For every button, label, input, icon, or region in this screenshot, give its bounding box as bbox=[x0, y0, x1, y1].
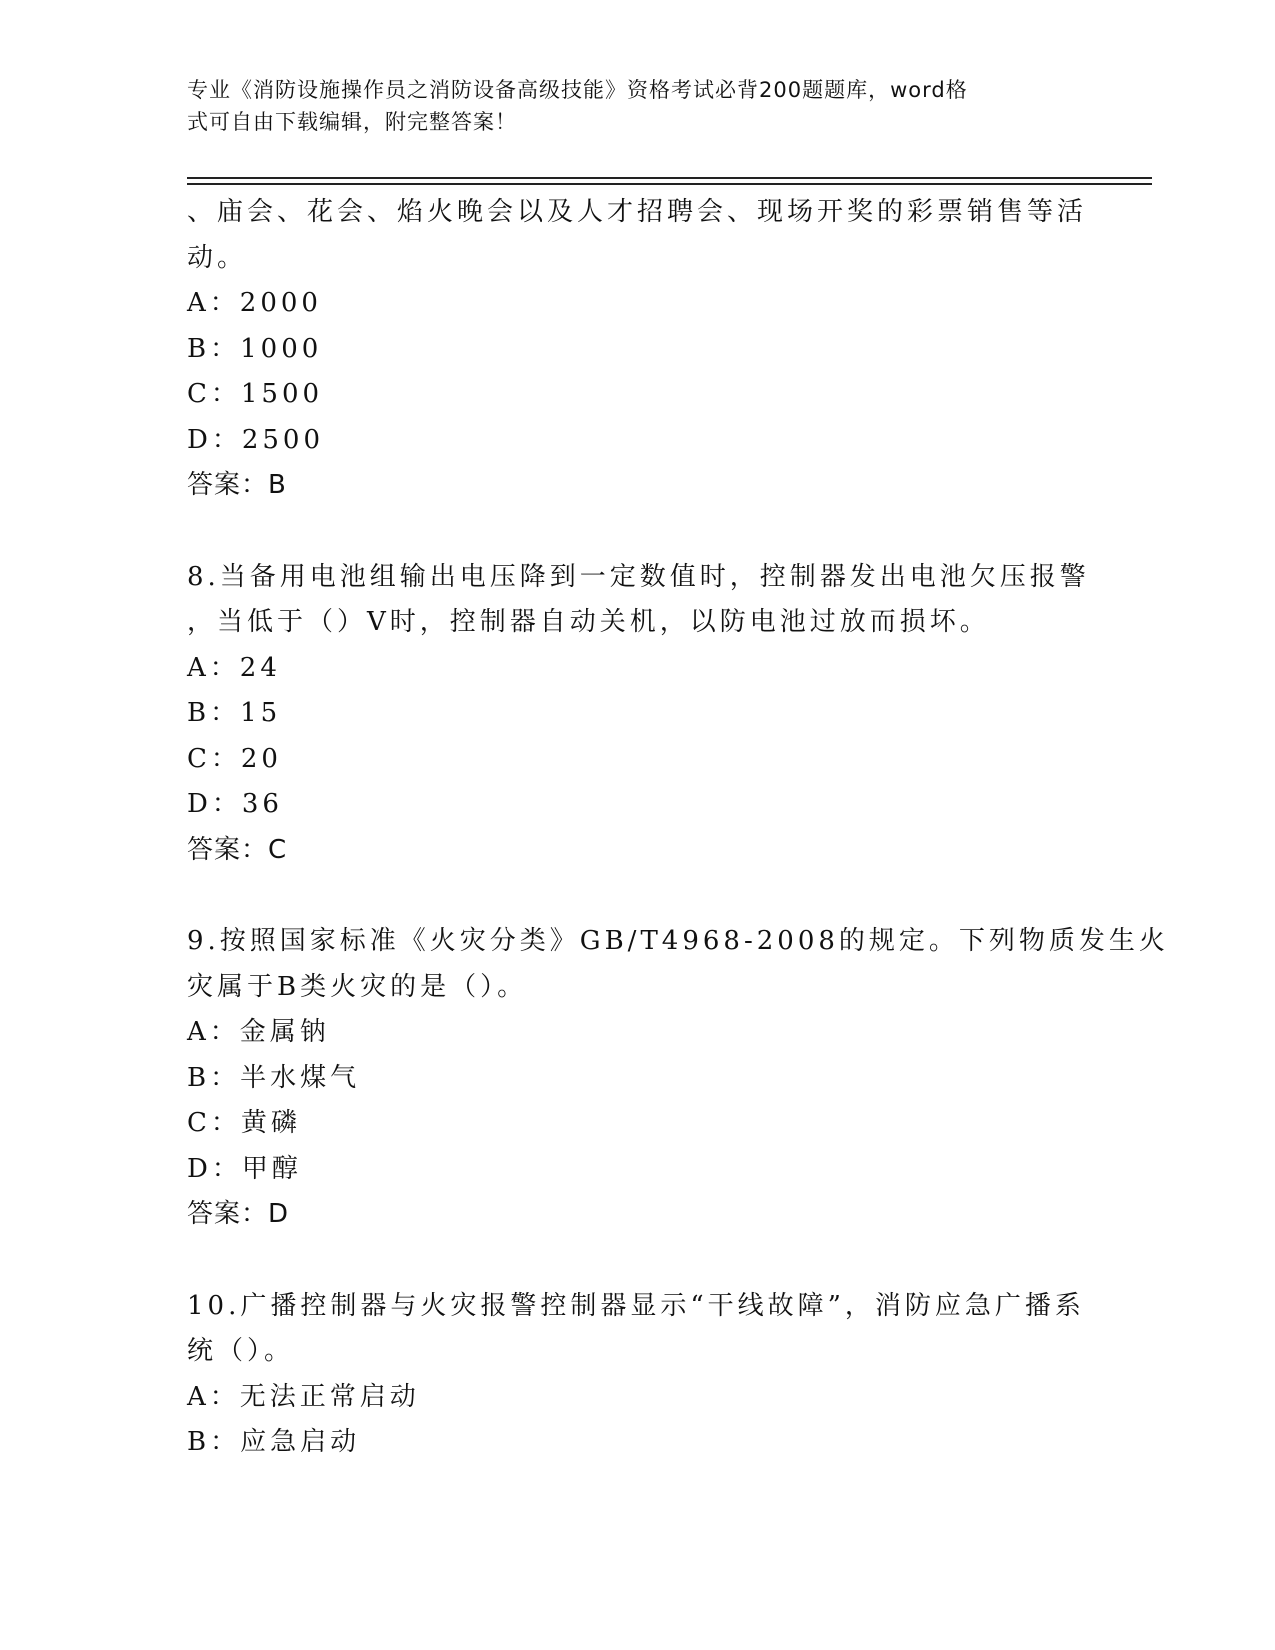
option-c: C：黄磷 bbox=[187, 1108, 301, 1138]
question-stem-line: 灾属于B类火灾的是（）。 bbox=[187, 971, 528, 1002]
option-d: D：36 bbox=[187, 789, 283, 819]
option-c: C：20 bbox=[187, 743, 282, 774]
option-a: A：无法正常启动 bbox=[187, 1381, 420, 1412]
question-8 bbox=[187, 555, 1090, 874]
option-a: A：24 bbox=[187, 652, 281, 683]
spacer bbox=[187, 873, 1087, 919]
option-a: A：2000 bbox=[187, 288, 322, 318]
question-stem-line: 统（）。 bbox=[187, 1336, 295, 1366]
header-divider-bottom bbox=[187, 183, 1152, 185]
question-9 bbox=[187, 919, 1169, 1238]
option-b: B：1000 bbox=[187, 333, 323, 364]
option-b: B：半水煤气 bbox=[187, 1062, 361, 1093]
header-line-1: 专业《消防设施操作员之消防设备高级技能》资格考试必背200题题库，word格 bbox=[187, 78, 968, 102]
document-header bbox=[187, 74, 1087, 138]
answer-label: 答案：B bbox=[187, 470, 287, 500]
answer-label: 答案：C bbox=[187, 834, 288, 865]
spacer bbox=[187, 1238, 1087, 1284]
header-line-2: 式可自由下载编辑，附完整答案！ bbox=[187, 110, 517, 134]
answer-label: 答案：D bbox=[187, 1199, 290, 1229]
question-list bbox=[187, 190, 1169, 1466]
question-stem-line: ，当低于（）V时，控制器自动关机，以防电池过放而损坏。 bbox=[187, 607, 990, 637]
question-stem-line: 、庙会、花会、焰火晚会以及人才招聘会、现场开奖的彩票销售等活 bbox=[187, 197, 1088, 227]
question-stem-line: 10.广播控制器与火灾报警控制器显示“干线故障”，消防应急广播系 bbox=[187, 1290, 1085, 1321]
question-stem-line: 9.按照国家标准《火灾分类》GB/T4968-2008的规定。下列物质发生火 bbox=[187, 926, 1169, 956]
option-c: C：1500 bbox=[187, 379, 324, 409]
option-b: B：应急启动 bbox=[187, 1427, 361, 1457]
question-7 bbox=[187, 190, 1087, 509]
option-a: A：金属钠 bbox=[187, 1017, 330, 1047]
question-stem-line: 动。 bbox=[187, 242, 248, 273]
spacer bbox=[187, 509, 1087, 555]
option-b: B：15 bbox=[187, 698, 282, 728]
question-10 bbox=[187, 1284, 1087, 1466]
header-divider-top bbox=[187, 177, 1152, 179]
option-d: D：2500 bbox=[187, 424, 325, 455]
question-stem-line: 8.当备用电池组输出电压降到一定数值时，控制器发出电池欠压报警 bbox=[187, 561, 1090, 592]
option-d: D：甲醇 bbox=[187, 1153, 302, 1184]
